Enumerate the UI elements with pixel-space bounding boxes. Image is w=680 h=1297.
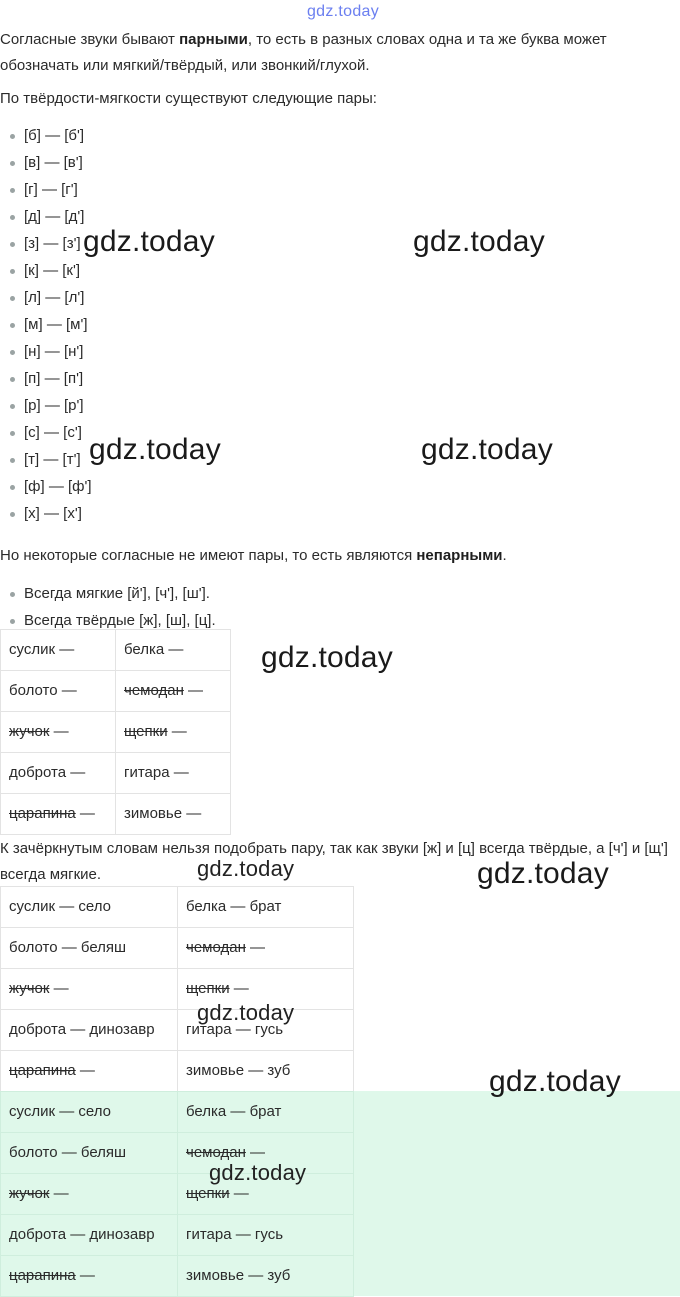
table-row	[1, 671, 231, 712]
table-cell	[116, 794, 231, 835]
table-cell	[116, 753, 231, 794]
watermark: gdz.today	[197, 1000, 295, 1025]
watermark: gdz.today	[477, 857, 609, 890]
table-cell	[178, 1092, 354, 1133]
list-item: [х] — [х']	[0, 500, 92, 527]
struck-word: царапина	[9, 805, 76, 822]
watermark: gdz.today	[209, 1160, 307, 1185]
unpaired-bold: непарными	[416, 547, 503, 564]
list-item: [п] — [п']	[0, 365, 92, 392]
cell-text: белка — брат	[186, 1103, 282, 1120]
cell-text: гитара — гусь	[186, 1021, 284, 1038]
cell-text: болото — беляш	[9, 1144, 127, 1161]
list-item: [р] — [р']	[0, 392, 92, 419]
unpaired-text-end: .	[502, 547, 507, 564]
watermark: gdz.today	[413, 225, 545, 258]
table-cell	[116, 671, 231, 712]
table-cell	[1, 753, 116, 794]
cell-text: доброта —	[9, 764, 86, 781]
table-row	[1, 794, 231, 835]
table-cell	[1, 1215, 178, 1256]
table-row	[1, 630, 231, 671]
site-logo[interactable]: gdz.today	[306, 3, 380, 20]
list-item: Всегда твёрдые [ж], [ш], [ц].	[0, 607, 216, 634]
cell-text: доброта — динозавр	[9, 1226, 155, 1243]
struck-word: чемодан	[124, 682, 184, 699]
unpaired-text-start: Но некоторые согласные не имеют пары, то есть являются	[0, 547, 417, 564]
watermark: gdz.today	[89, 433, 221, 466]
struck-word: царапина	[9, 1062, 76, 1079]
cell-dash: —	[229, 1185, 249, 1202]
table-cell	[1, 1092, 178, 1133]
cell-text: гитара — гусь	[186, 1226, 284, 1243]
cell-dash: —	[49, 723, 69, 740]
intro-text-start: Согласные звуки бывают	[0, 31, 180, 48]
table-cell	[178, 1051, 354, 1092]
words-table-2	[0, 886, 354, 1092]
cell-text: болото — беляш	[9, 939, 127, 956]
table-cell	[1, 887, 178, 928]
cell-text: белка —	[124, 641, 184, 658]
strike-note: К зачёркнутым словам нельзя подобрать пару, так как звуки [ж] и [ц] всегда твёрдые, а [ч'] и [щ'] всегда мягкие.	[0, 840, 668, 883]
words-table-1	[0, 629, 231, 835]
struck-word: щепки	[124, 723, 168, 740]
intro-paragraph	[0, 27, 678, 79]
list-item: [з] — [з']	[0, 230, 92, 257]
table-row	[1, 969, 354, 1010]
intro-bold-paired: парными	[179, 31, 248, 48]
table-row	[1, 1092, 354, 1133]
struck-word: чемодан	[186, 939, 246, 956]
table-row	[1, 1051, 354, 1092]
cell-text: гитара —	[124, 764, 189, 781]
table-cell	[1, 1051, 178, 1092]
cell-dash: —	[229, 980, 249, 997]
cell-dash: —	[49, 1185, 69, 1202]
table-cell	[1, 1174, 178, 1215]
table-cell	[1, 712, 116, 753]
watermark: gdz.today	[83, 225, 215, 258]
cell-dash: —	[167, 723, 187, 740]
table-row	[1, 928, 354, 969]
cell-text: суслик — село	[9, 1103, 111, 1120]
table-cell	[1, 671, 116, 712]
cell-dash: —	[245, 939, 266, 956]
watermark: gdz.today	[421, 433, 553, 466]
table-row	[1, 1215, 354, 1256]
struck-word: чемодан	[186, 1144, 246, 1161]
cell-text: зимовье —	[124, 805, 202, 822]
struck-word: жучок	[9, 980, 50, 997]
pairs-intro: По твёрдости-мягкости существуют следующие пары:	[0, 90, 377, 107]
table-cell	[1, 928, 178, 969]
table-row	[1, 1010, 354, 1051]
list-item: [д] — [д']	[0, 203, 92, 230]
list-item: [ф] — [ф']	[0, 473, 92, 500]
cell-text: болото —	[9, 682, 77, 699]
list-item: [в] — [в']	[0, 149, 92, 176]
table-row	[1, 712, 231, 753]
struck-word: жучок	[9, 1185, 50, 1202]
table-cell	[178, 928, 354, 969]
list-item: [с] — [с']	[0, 419, 92, 446]
list-item: Всегда мягкие [й'], [ч'], [ш'].	[0, 580, 216, 607]
list-item: [т] — [т']	[0, 446, 92, 473]
unpaired-paragraph	[0, 543, 678, 569]
struck-word: жучок	[9, 723, 50, 740]
table-cell	[1, 1010, 178, 1051]
intro-text-end: , то есть в разных словах одна и та же буква может обозначать или мягкий/твёрдый, или звонкий/глухой.	[0, 31, 607, 74]
cell-text: доброта — динозавр	[9, 1021, 155, 1038]
cell-text: белка — брат	[186, 898, 282, 915]
table-cell	[178, 1215, 354, 1256]
table-cell	[178, 887, 354, 928]
watermark: gdz.today	[261, 641, 393, 674]
struck-word: щепки	[186, 1185, 230, 1202]
cell-dash: —	[245, 1144, 266, 1161]
pairs-list	[0, 122, 92, 527]
cell-dash: —	[75, 805, 95, 822]
list-item: [м] — [м']	[0, 311, 92, 338]
table-cell	[178, 1256, 354, 1297]
watermark: gdz.today	[489, 1065, 621, 1098]
table-cell	[1, 630, 116, 671]
list-item: [к] — [к']	[0, 257, 92, 284]
cell-text: суслик —	[9, 641, 75, 658]
table-cell	[1, 969, 178, 1010]
table-cell	[1, 794, 116, 835]
struck-word: царапина	[9, 1267, 76, 1284]
table-cell	[116, 630, 231, 671]
table-row	[1, 753, 231, 794]
struck-word: щепки	[186, 980, 230, 997]
table-row	[1, 1256, 354, 1297]
table-cell	[1, 1133, 178, 1174]
table-row	[1, 887, 354, 928]
cell-dash: —	[75, 1062, 95, 1079]
cell-text: зимовье — зуб	[186, 1062, 291, 1079]
cell-dash: —	[183, 682, 204, 699]
table-cell	[1, 1256, 178, 1297]
table-cell	[116, 712, 231, 753]
words-table-3	[0, 1091, 354, 1297]
unpaired-list	[0, 580, 216, 634]
cell-text: суслик — село	[9, 898, 111, 915]
list-item: [л] — [л']	[0, 284, 92, 311]
cell-dash: —	[49, 980, 69, 997]
watermark: gdz.today	[197, 856, 295, 881]
cell-dash: —	[75, 1267, 95, 1284]
cell-text: зимовье — зуб	[186, 1267, 291, 1284]
list-item: [б] — [б']	[0, 122, 92, 149]
list-item: [н] — [н']	[0, 338, 92, 365]
list-item: [г] — [г']	[0, 176, 92, 203]
